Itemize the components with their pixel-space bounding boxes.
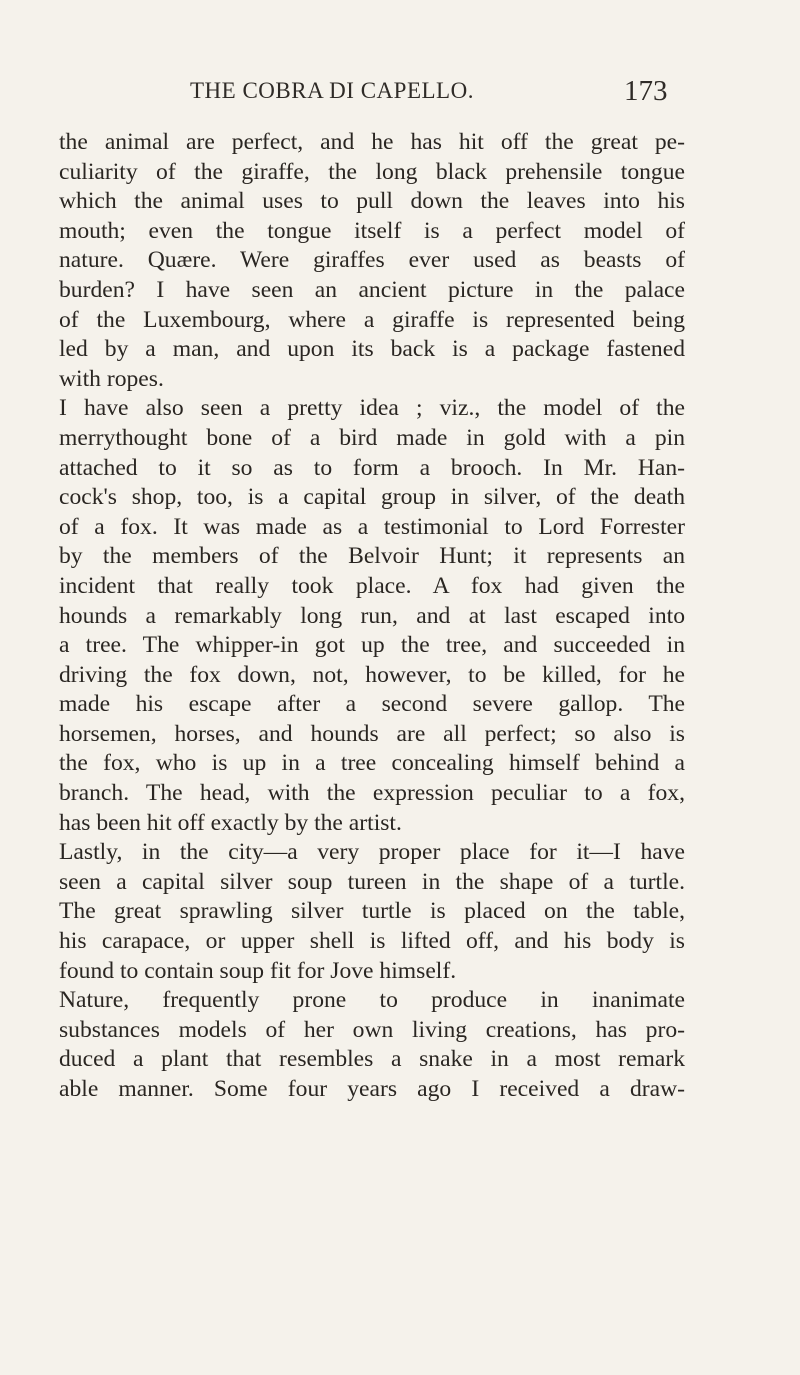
text-line: of a fox. It was made as a testimonial to Lord Forrester	[59, 513, 685, 540]
page-header	[0, 75, 800, 114]
text-line: his carapace, or upper shell is lifted off, and his body is	[59, 928, 685, 955]
text-line: the fox, who is up in a tree concealing himself behind a	[59, 750, 685, 777]
text-line: substances models of her own living creations, has pro-	[59, 1016, 685, 1043]
text-line: I have also seen a pretty idea ; viz., the model of the	[59, 395, 685, 422]
text-line: found to contain soup fit for Jove himself.	[59, 957, 457, 984]
text-line: driving the fox down, not, however, to be killed, for he	[59, 661, 685, 688]
text-line: able manner. Some four years ago I received a draw-	[59, 1076, 685, 1102]
paragraph	[59, 394, 685, 838]
text-line: with ropes.	[59, 365, 164, 392]
text-line: duced a plant that resembles a snake in a most remark	[59, 1046, 685, 1073]
text-line: hounds a remarkably long run, and at last escaped into	[59, 602, 685, 629]
text-line: has been hit off exactly by the artist.	[59, 809, 402, 836]
text-line: of the Luxembourg, where a giraffe is represented being	[59, 306, 685, 333]
text-line: culiarity of the giraffe, the long black prehensile tongue	[59, 158, 685, 185]
text-line: branch. The head, with the expression peculiar to a fox,	[59, 780, 685, 807]
paragraph	[59, 128, 685, 394]
text-line: The great sprawling silver turtle is placed on the table,	[59, 898, 685, 925]
body-text	[59, 128, 685, 1105]
text-line: a tree. The whipper-in got up the tree, and succeeded in	[59, 632, 685, 659]
running-head: THE COBRA DI CAPELLO.	[190, 78, 474, 103]
paragraph	[59, 986, 685, 1104]
text-line: led by a man, and upon its back is a package fastened	[59, 336, 685, 363]
paragraph	[59, 838, 685, 986]
text-line: burden? I have seen an ancient picture in the palace	[59, 276, 685, 303]
text-line: Lastly, in the city—a very proper place for it—I have	[59, 839, 685, 866]
page-number: 173	[624, 75, 668, 107]
text-line: the animal are perfect, and he has hit off the great pe-	[59, 129, 685, 155]
text-line: horsemen, horses, and hounds are all perfect; so also is	[59, 720, 685, 747]
text-line: seen a capital silver soup tureen in the shape of a turtle.	[59, 868, 685, 895]
text-line: made his escape after a second severe gallop. The	[59, 691, 685, 718]
text-line: nature. Quære. Were giraffes ever used as beasts of	[59, 247, 685, 274]
text-line: attached to it so as to form a brooch. In Mr. Han-	[59, 454, 685, 481]
text-line: which the animal uses to pull down the leaves into his	[59, 188, 685, 215]
text-line: mouth; even the tongue itself is a perfect model of	[59, 217, 685, 244]
text-line: Nature, frequently prone to produce in inanimate	[59, 987, 685, 1014]
text-line: merrythought bone of a bird made in gold with a pin	[59, 424, 685, 451]
text-line: incident that really took place. A fox had given the	[59, 572, 685, 599]
text-line: cock's shop, too, is a capital group in silver, of the death	[59, 484, 685, 511]
text-line: by the members of the Belvoir Hunt; it represents an	[59, 543, 685, 570]
